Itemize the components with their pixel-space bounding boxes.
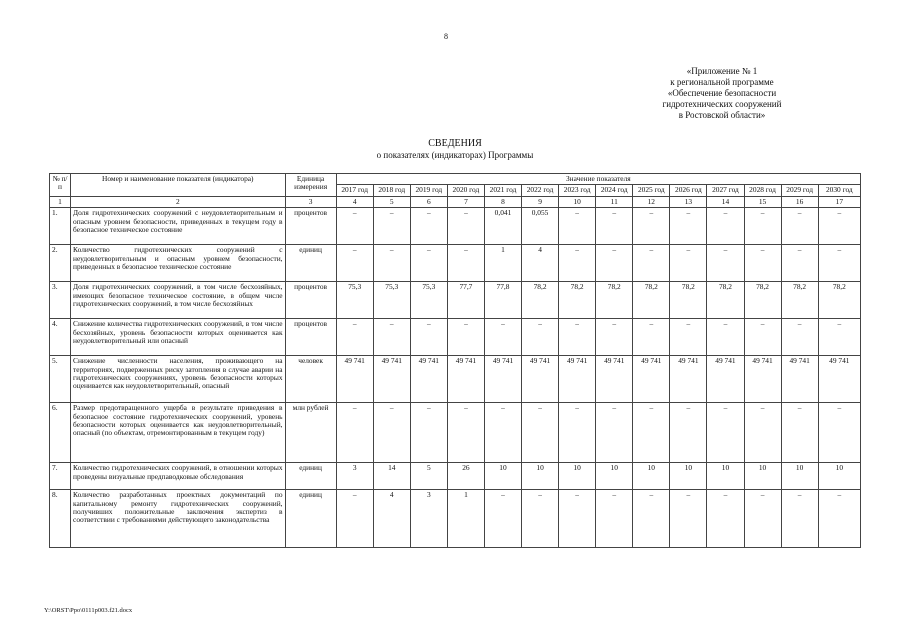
indicator-value: 49 741 (410, 356, 447, 403)
page-number: 8 (444, 32, 448, 41)
indicator-value: 49 741 (818, 356, 860, 403)
indicators-table (49, 173, 861, 548)
header-year: 2024 год (596, 185, 633, 196)
indicator-value: – (484, 403, 521, 463)
indicator-unit: единиц (285, 245, 336, 282)
indicator-value: – (596, 208, 633, 245)
indicator-value: – (373, 403, 410, 463)
indicator-value: – (410, 245, 447, 282)
indicator-value: 10 (633, 463, 670, 490)
indicator-value: – (522, 490, 559, 548)
indicator-value: – (818, 403, 860, 463)
indicator-value: – (781, 208, 818, 245)
indicator-value: 75,3 (410, 282, 447, 319)
indicator-value: – (522, 403, 559, 463)
row-number: 3. (50, 282, 71, 319)
indicator-value: – (447, 319, 484, 356)
indicator-value: 78,2 (670, 282, 707, 319)
indicator-value: – (633, 490, 670, 548)
indicator-value: – (670, 208, 707, 245)
column-number: 13 (670, 196, 707, 207)
indicator-value: 75,3 (336, 282, 373, 319)
indicator-value: – (744, 208, 781, 245)
indicator-value: – (670, 245, 707, 282)
row-number: 2. (50, 245, 71, 282)
table-row (50, 319, 861, 356)
row-number: 4. (50, 319, 71, 356)
indicator-value: 0,055 (522, 208, 559, 245)
column-number: 6 (410, 196, 447, 207)
column-number: 7 (447, 196, 484, 207)
file-path-footer: Y:\ORST\Ppo\0111p003.f21.docx (44, 607, 133, 614)
indicator-value: 78,2 (818, 282, 860, 319)
column-number: 15 (744, 196, 781, 207)
annex-line: «Обеспечение безопасности (667, 88, 777, 98)
indicator-name: Снижение численности населения, проживающего на территориях, подверженных риску затопления в случае аварии на гидротехнических сооружениях, уровень безопасности которых оценивается как неудовлетворительный, опасный (71, 356, 285, 403)
indicator-name: Количество разработанных проектных документаций по капитальному ремонту гидротехнических сооружений, получивших положительные заключения экспертиз в соответствии с требованиями действующего законодательства (71, 490, 285, 548)
header-year: 2029 год (781, 185, 818, 196)
indicator-value: 49 741 (336, 356, 373, 403)
indicator-value: 75,3 (373, 282, 410, 319)
indicator-name: Количество гидротехнических сооружений с неудовлетворительным и опасным уровнем безопасности, приведенных в безопасное техническое состояние (71, 245, 285, 282)
header-year: 2019 год (410, 185, 447, 196)
indicator-value: 77,8 (484, 282, 521, 319)
indicator-value: 3 (336, 463, 373, 490)
indicator-value: 49 741 (633, 356, 670, 403)
indicator-unit: процентов (285, 282, 336, 319)
indicator-value: – (336, 403, 373, 463)
document-heading (240, 138, 670, 161)
indicator-unit: процентов (285, 319, 336, 356)
column-number: 10 (559, 196, 596, 207)
header-year: 2022 год (522, 185, 559, 196)
indicator-value: 78,2 (633, 282, 670, 319)
document-title: СВЕДЕНИЯ (428, 138, 482, 149)
indicator-value: – (596, 490, 633, 548)
header-year: 2025 год (633, 185, 670, 196)
indicator-value: 14 (373, 463, 410, 490)
indicator-value: 0,041 (484, 208, 521, 245)
header-year: 2027 год (707, 185, 744, 196)
indicator-value: 10 (781, 463, 818, 490)
table-row (50, 245, 861, 282)
indicator-unit: процентов (285, 208, 336, 245)
indicator-value: 49 741 (559, 356, 596, 403)
indicator-unit: млн рублей (285, 403, 336, 463)
indicator-value: 49 741 (596, 356, 633, 403)
row-number: 5. (50, 356, 71, 403)
indicator-value: – (336, 490, 373, 548)
indicator-value: 26 (447, 463, 484, 490)
indicator-value: 78,2 (744, 282, 781, 319)
indicator-value: – (410, 319, 447, 356)
indicator-unit: единиц (285, 463, 336, 490)
indicator-value: – (484, 319, 521, 356)
indicator-value: – (707, 208, 744, 245)
row-number: 8. (50, 490, 71, 548)
indicator-value: 78,2 (596, 282, 633, 319)
indicator-value: – (707, 490, 744, 548)
indicator-value: – (707, 319, 744, 356)
indicator-value: – (373, 319, 410, 356)
indicator-name: Количество гидротехнических сооружений, в отношении которых проведены визуальные предпаводковые обследования (71, 463, 285, 490)
indicator-value: 10 (559, 463, 596, 490)
indicator-name: Размер предотвращенного ущерба в результате приведения в безопасное состояние гидротехнических сооружений, уровень безопасности которых оценивается как неудовлетворительный, опасный (по объектам, отремонтированным в текущем году) (71, 403, 285, 463)
column-number: 8 (484, 196, 521, 207)
column-number: 4 (336, 196, 373, 207)
annex-header (652, 66, 792, 121)
header-year: 2020 год (447, 185, 484, 196)
column-number: 2 (71, 196, 285, 207)
indicator-value: – (744, 490, 781, 548)
indicator-value: 10 (670, 463, 707, 490)
row-number: 7. (50, 463, 71, 490)
indicator-value: – (781, 403, 818, 463)
header-unit: Единица измерения (285, 174, 336, 197)
indicator-value: 10 (818, 463, 860, 490)
indicator-value: – (447, 403, 484, 463)
indicator-value: – (818, 490, 860, 548)
indicator-value: – (447, 208, 484, 245)
indicator-value: – (410, 403, 447, 463)
indicator-value: 77,7 (447, 282, 484, 319)
indicator-value: – (670, 403, 707, 463)
indicator-value: 49 741 (484, 356, 521, 403)
header-year: 2017 год (336, 185, 373, 196)
indicator-value: – (559, 208, 596, 245)
indicator-value: 10 (596, 463, 633, 490)
indicator-value: 1 (447, 490, 484, 548)
header-year: 2028 год (744, 185, 781, 196)
indicator-value: – (744, 319, 781, 356)
indicator-value: 3 (410, 490, 447, 548)
header-year: 2026 год (670, 185, 707, 196)
indicator-value: 10 (484, 463, 521, 490)
indicator-value: – (670, 319, 707, 356)
column-number: 16 (781, 196, 818, 207)
annex-line: «Приложение № 1 (686, 66, 758, 76)
header-year: 2018 год (373, 185, 410, 196)
indicator-value: 49 741 (781, 356, 818, 403)
indicator-value: – (707, 403, 744, 463)
indicator-value: 49 741 (744, 356, 781, 403)
indicator-value: 4 (522, 245, 559, 282)
table-row (50, 208, 861, 245)
indicator-value: – (818, 245, 860, 282)
indicator-value: – (484, 490, 521, 548)
indicator-value: – (818, 208, 860, 245)
column-number: 3 (285, 196, 336, 207)
indicator-value: – (522, 319, 559, 356)
indicator-value: – (559, 403, 596, 463)
indicator-value: 10 (707, 463, 744, 490)
indicator-value: 49 741 (447, 356, 484, 403)
column-number: 9 (522, 196, 559, 207)
indicator-value: – (818, 319, 860, 356)
table-row (50, 403, 861, 463)
indicator-value: – (596, 245, 633, 282)
indicator-value: 78,2 (707, 282, 744, 319)
header-name: Номер и наименование показателя (индикатора) (71, 174, 285, 197)
table-row (50, 356, 861, 403)
indicator-value: 49 741 (522, 356, 559, 403)
indicator-value: 78,2 (781, 282, 818, 319)
annex-line: гидротехнических сооружений (662, 99, 782, 109)
indicator-name: Доля гидротехнических сооружений, в том числе бесхозяйных, имеющих безопасное техническое состояние, в общем числе гидротехнических сооружений, в том числе бесхозяйных (71, 282, 285, 319)
table-row (50, 490, 861, 548)
column-number: 17 (818, 196, 860, 207)
indicator-name: Доля гидротехнических сооружений с неудовлетворительным и опасным уровнем безопасности, приведенных в текущем году в безопасное техническое состояние (71, 208, 285, 245)
indicator-value: 78,2 (559, 282, 596, 319)
indicator-value: 10 (744, 463, 781, 490)
column-number: 5 (373, 196, 410, 207)
indicator-value: – (373, 208, 410, 245)
indicator-value: 1 (484, 245, 521, 282)
indicator-value: – (781, 319, 818, 356)
annex-line: в Ростовской области» (678, 110, 766, 120)
column-number: 12 (633, 196, 670, 207)
indicator-value: – (707, 245, 744, 282)
indicator-value: – (596, 403, 633, 463)
header-year: 2021 год (484, 185, 521, 196)
indicator-unit: человек (285, 356, 336, 403)
indicator-value: 4 (373, 490, 410, 548)
indicator-value: – (744, 403, 781, 463)
indicator-value: – (336, 319, 373, 356)
indicator-name: Снижение количества гидротехнических сооружений, в том числе бесхозяйных, уровень безопасности которых оценивается как неудовлетворительный или опасный (71, 319, 285, 356)
header-values: Значение показателя (336, 174, 860, 185)
indicator-value: – (336, 245, 373, 282)
annex-line: к региональной программе (670, 77, 774, 87)
indicator-value: – (633, 245, 670, 282)
indicator-value: 49 741 (373, 356, 410, 403)
indicator-value: – (633, 208, 670, 245)
header-num: № п/п (50, 174, 71, 197)
document-subtitle: о показателях (индикаторах) Программы (376, 150, 534, 160)
indicator-value: – (633, 403, 670, 463)
indicator-value: 78,2 (522, 282, 559, 319)
indicator-value: – (781, 245, 818, 282)
table-row (50, 463, 861, 490)
indicator-value: 5 (410, 463, 447, 490)
indicator-value: – (744, 245, 781, 282)
row-number: 6. (50, 403, 71, 463)
indicator-value: – (373, 245, 410, 282)
indicator-value: – (447, 245, 484, 282)
header-year: 2023 год (559, 185, 596, 196)
column-number: 11 (596, 196, 633, 207)
row-number: 1. (50, 208, 71, 245)
column-number: 1 (50, 196, 71, 207)
indicator-value: 10 (522, 463, 559, 490)
indicator-value: 49 741 (670, 356, 707, 403)
header-year: 2030 год (818, 185, 860, 196)
indicator-value: – (670, 490, 707, 548)
indicator-value: – (559, 490, 596, 548)
indicator-value: – (781, 490, 818, 548)
indicator-value: – (559, 245, 596, 282)
column-number: 14 (707, 196, 744, 207)
indicator-value: 49 741 (707, 356, 744, 403)
indicator-value: – (559, 319, 596, 356)
indicator-unit: единиц (285, 490, 336, 548)
indicator-value: – (596, 319, 633, 356)
indicator-value: – (633, 319, 670, 356)
indicator-value: – (410, 208, 447, 245)
table-row (50, 282, 861, 319)
indicator-value: – (336, 208, 373, 245)
